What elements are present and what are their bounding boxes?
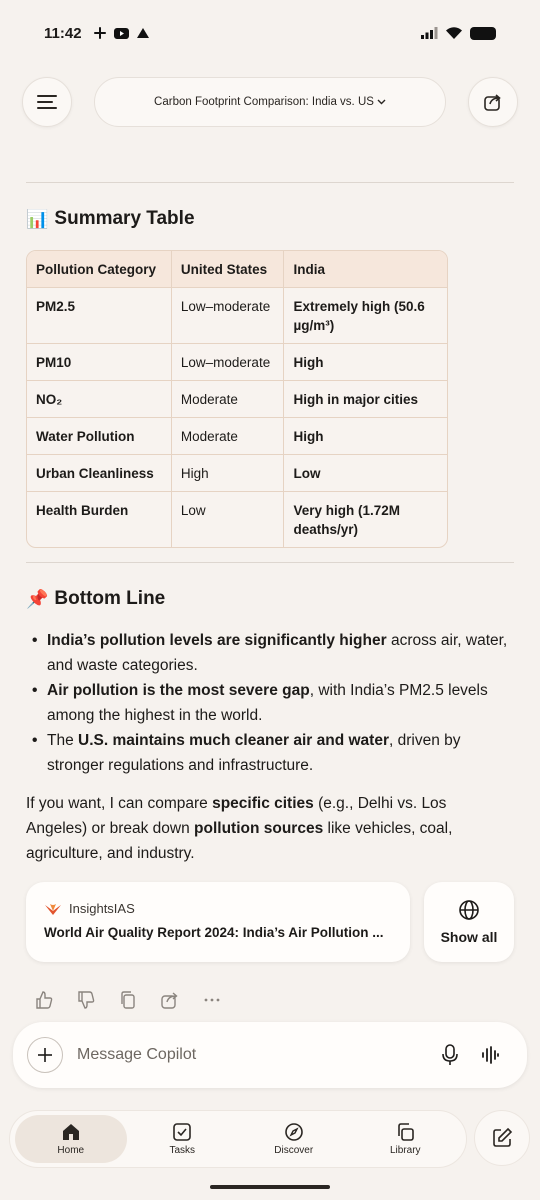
- source-card[interactable]: [26, 882, 410, 962]
- voice-wave-icon[interactable]: [481, 1046, 499, 1064]
- india-cell: High: [284, 343, 447, 380]
- us-cell: Low–moderate: [171, 343, 284, 380]
- bottom-nav: [9, 1110, 467, 1168]
- message-actions: [34, 990, 222, 1010]
- bullet-text: , with India’s PM2.5 levels among the highest in the world.: [47, 682, 488, 724]
- new-chat-button[interactable]: [474, 1110, 530, 1166]
- bullet-text: , driven by stronger regulations and infrastructure.: [47, 732, 461, 774]
- bullet-bold: Air pollution is the most severe gap: [47, 682, 310, 699]
- add-attachment-button[interactable]: [27, 1037, 63, 1073]
- divider: [26, 562, 514, 563]
- bottom-line-heading: [26, 588, 165, 610]
- message-composer: [13, 1022, 527, 1088]
- table-row: [27, 343, 447, 380]
- nav-discover[interactable]: [238, 1115, 350, 1163]
- home-icon: [61, 1122, 81, 1142]
- hamburger-icon: [37, 94, 57, 110]
- bar-chart-emoji: 📊: [26, 208, 49, 229]
- para-text: (e.g., Delhi vs. Los Angeles) or break down: [26, 795, 447, 837]
- nav-tasks[interactable]: [127, 1115, 239, 1163]
- nav-library[interactable]: [350, 1115, 462, 1163]
- wifi-icon: [446, 27, 462, 39]
- share-button[interactable]: [468, 77, 518, 127]
- signal-icon: [421, 27, 438, 39]
- para-bold: pollution sources: [194, 820, 324, 837]
- india-cell: Low: [284, 454, 447, 491]
- status-left: [44, 25, 149, 42]
- source-head: [44, 901, 392, 916]
- category-cell: PM2.5: [27, 287, 171, 343]
- table-row: [27, 491, 447, 547]
- nav-home[interactable]: [15, 1115, 127, 1163]
- bottom-line-title: Bottom Line: [54, 588, 166, 609]
- copy-icon[interactable]: [118, 990, 138, 1010]
- table-row: [27, 454, 447, 491]
- bullet-bold: India’s pollution levels are significantly higher: [47, 632, 387, 649]
- source-name: InsightsIAS: [69, 901, 135, 916]
- header: [22, 77, 518, 127]
- home-indicator: [210, 1185, 330, 1189]
- category-cell: Health Burden: [27, 491, 171, 547]
- list-item: [26, 728, 510, 778]
- table-row: [27, 380, 447, 417]
- source-title: World Air Quality Report 2024: India’s Air Pollution ...: [44, 925, 384, 940]
- table-row: [27, 287, 447, 343]
- summary-heading: [26, 208, 195, 230]
- youtube-icon: [114, 28, 129, 39]
- globe-icon: [458, 899, 480, 921]
- nav-discover-label: Discover: [274, 1145, 314, 1156]
- message-input[interactable]: [77, 1046, 441, 1064]
- table-header-row: [27, 251, 447, 287]
- para-text: like vehicles, coal, agriculture, and industry.: [26, 820, 453, 862]
- more-options-icon[interactable]: [202, 990, 222, 1010]
- para-text: If you want, I can compare: [26, 795, 213, 812]
- category-cell: NO₂: [27, 380, 171, 417]
- column-header: Pollution Category: [27, 251, 171, 287]
- us-cell: Moderate: [171, 417, 284, 454]
- app-notification-icon: [137, 28, 149, 38]
- share-icon[interactable]: [160, 990, 180, 1010]
- para-bold: specific cities: [212, 795, 314, 812]
- status-bar: [0, 0, 540, 66]
- status-time: 11:42: [44, 24, 82, 42]
- us-cell: High: [171, 454, 284, 491]
- column-header: India: [284, 251, 447, 287]
- chevron-down-icon: [377, 99, 386, 105]
- list-item: [26, 628, 510, 678]
- summary-table: [26, 250, 448, 548]
- list-item: [26, 678, 510, 728]
- status-right: [421, 27, 496, 40]
- bullet-bold: U.S. maintains much cleaner air and water: [78, 732, 389, 749]
- thumbs-up-icon[interactable]: [34, 990, 54, 1010]
- bottom-line-list: [26, 628, 510, 778]
- composer-icons: [441, 1044, 499, 1066]
- india-cell: High in major cities: [284, 380, 447, 417]
- column-header: United States: [171, 251, 284, 287]
- category-cell: PM10: [27, 343, 171, 380]
- microphone-icon[interactable]: [441, 1044, 459, 1066]
- show-all-label: Show all: [440, 929, 498, 945]
- conversation-title-button[interactable]: [94, 77, 446, 127]
- bullet-text: across air, water, and waste categories.: [47, 632, 508, 674]
- summary-title: Summary Table: [54, 208, 195, 229]
- india-cell: High: [284, 417, 447, 454]
- show-all-sources-button[interactable]: [424, 882, 514, 962]
- us-cell: Moderate: [171, 380, 284, 417]
- thumbs-down-icon[interactable]: [76, 990, 96, 1010]
- us-cell: Low: [171, 491, 284, 547]
- tasks-icon: [172, 1122, 192, 1142]
- us-cell: Low–moderate: [171, 287, 284, 343]
- follow-up-paragraph: [26, 791, 510, 866]
- library-icon: [395, 1122, 415, 1142]
- conversation-title: Carbon Footprint Comparison: India vs. US: [154, 96, 374, 108]
- nav-tasks-label: Tasks: [169, 1145, 196, 1156]
- plus-icon: [37, 1047, 53, 1063]
- slack-icon: [94, 27, 106, 39]
- nav-home-label: Home: [57, 1145, 85, 1156]
- compass-icon: [284, 1122, 304, 1142]
- insightsias-logo-icon: [44, 902, 62, 916]
- compose-icon: [491, 1127, 513, 1149]
- category-cell: Urban Cleanliness: [27, 454, 171, 491]
- india-cell: Extremely high (50.6 µg/m³): [284, 287, 447, 343]
- nav-library-label: Library: [389, 1145, 421, 1156]
- menu-button[interactable]: [22, 77, 72, 127]
- pushpin-emoji: 📌: [26, 588, 49, 609]
- table-row: [27, 417, 447, 454]
- category-cell: Water Pollution: [27, 417, 171, 454]
- india-cell: Very high (1.72M deaths/yr): [293, 502, 400, 537]
- bullet-prefix: The: [47, 732, 79, 749]
- share-icon: [483, 92, 503, 112]
- divider: [26, 182, 514, 183]
- battery-icon: [470, 27, 496, 40]
